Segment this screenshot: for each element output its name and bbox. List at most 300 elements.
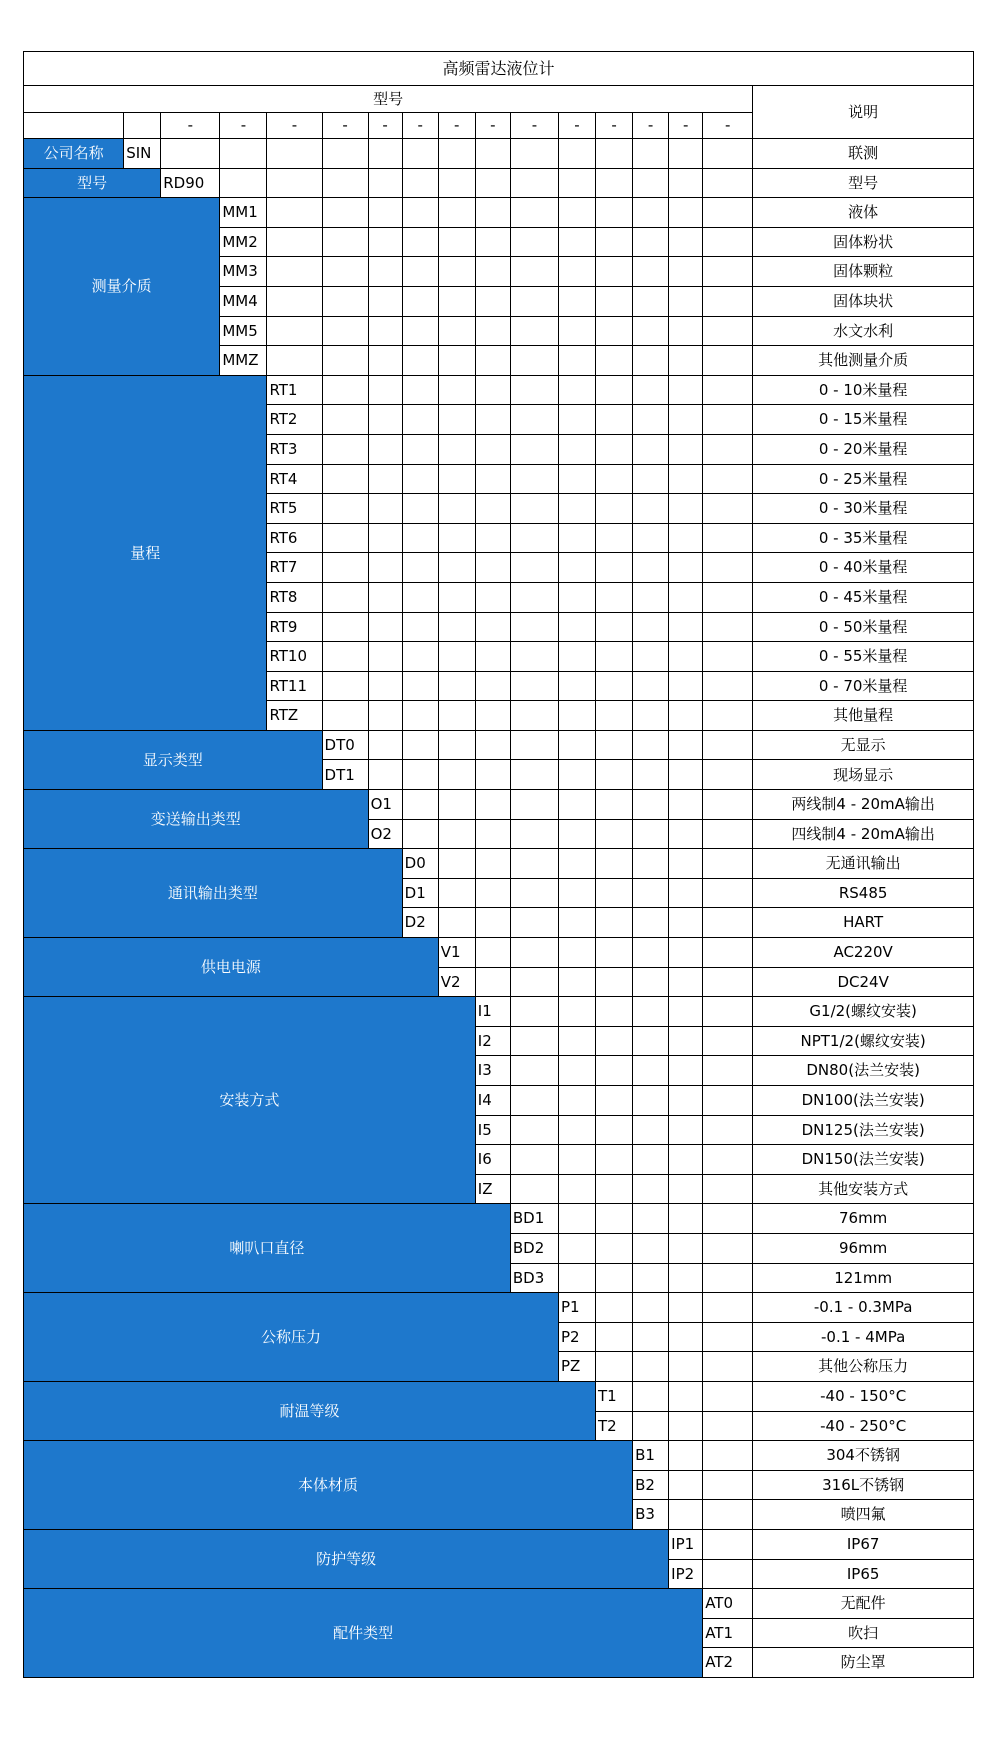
empty-cell [596, 1233, 633, 1263]
empty-cell [322, 582, 368, 612]
empty-cell [669, 1381, 703, 1411]
empty-cell [669, 1115, 703, 1145]
code-cell: RT3 [267, 434, 322, 464]
empty-cell [703, 316, 753, 346]
description-cell: HART [753, 908, 974, 938]
empty-cell [596, 1174, 633, 1204]
description-cell: 0 - 40米量程 [753, 553, 974, 583]
empty-cell [402, 257, 438, 287]
empty-cell [669, 346, 703, 376]
empty-cell [510, 1086, 558, 1116]
empty-cell [703, 198, 753, 228]
empty-cell [510, 730, 558, 760]
empty-cell [267, 168, 322, 198]
empty-cell [703, 819, 753, 849]
description-cell: 无配件 [753, 1589, 974, 1619]
empty-cell [510, 375, 558, 405]
empty-cell [596, 257, 633, 287]
description-cell: DN150(法兰安装) [753, 1145, 974, 1175]
code-cell: MM2 [220, 227, 267, 257]
model-selection-table [23, 51, 974, 1678]
empty-cell [669, 967, 703, 997]
empty-cell [368, 612, 402, 642]
empty-cell [438, 286, 475, 316]
empty-cell [475, 405, 510, 435]
empty-cell [633, 790, 669, 820]
empty-cell [368, 582, 402, 612]
empty-cell [596, 967, 633, 997]
empty-cell [633, 1352, 669, 1382]
empty-cell [322, 464, 368, 494]
empty-cell [633, 1411, 669, 1441]
code-cell: I4 [475, 1086, 510, 1116]
empty-cell [703, 1529, 753, 1559]
empty-cell [596, 1322, 633, 1352]
empty-cell [558, 701, 595, 731]
empty-cell [322, 405, 368, 435]
empty-cell [124, 113, 161, 139]
category-label: 显示类型 [24, 730, 323, 789]
empty-cell [703, 612, 753, 642]
empty-cell [267, 198, 322, 228]
dash-cell: - [322, 113, 368, 139]
empty-cell [633, 1381, 669, 1411]
code-cell: RT9 [267, 612, 322, 642]
empty-cell [402, 819, 438, 849]
empty-cell [368, 464, 402, 494]
description-cell: 0 - 50米量程 [753, 612, 974, 642]
code-cell: I3 [475, 1056, 510, 1086]
empty-cell [669, 198, 703, 228]
empty-cell [438, 316, 475, 346]
code-cell: RT10 [267, 642, 322, 672]
code-cell: V1 [438, 938, 475, 968]
empty-cell [633, 701, 669, 731]
empty-cell [596, 346, 633, 376]
empty-cell [669, 1322, 703, 1352]
code-cell: RT8 [267, 582, 322, 612]
description-cell: -40 - 150°C [753, 1381, 974, 1411]
model-header: 型号 [24, 86, 753, 113]
empty-cell [438, 346, 475, 376]
empty-cell [510, 701, 558, 731]
description-cell: 固体颗粒 [753, 257, 974, 287]
empty-cell [669, 168, 703, 198]
empty-cell [703, 286, 753, 316]
code-cell: RT4 [267, 464, 322, 494]
empty-cell [669, 1500, 703, 1530]
empty-cell [633, 257, 669, 287]
empty-cell [596, 1115, 633, 1145]
description-cell: 吹扫 [753, 1618, 974, 1648]
empty-cell [633, 316, 669, 346]
empty-cell [368, 701, 402, 731]
empty-cell [475, 316, 510, 346]
code-cell: RT11 [267, 671, 322, 701]
empty-cell [558, 494, 595, 524]
description-cell: 0 - 15米量程 [753, 405, 974, 435]
empty-cell [475, 642, 510, 672]
empty-cell [669, 849, 703, 879]
empty-cell [438, 464, 475, 494]
table-body [24, 139, 974, 1678]
empty-cell [669, 1204, 703, 1234]
empty-cell [669, 1441, 703, 1471]
description-cell: 0 - 55米量程 [753, 642, 974, 672]
empty-cell [703, 582, 753, 612]
empty-cell [475, 198, 510, 228]
code-cell: MM3 [220, 257, 267, 287]
category-label: 测量介质 [24, 198, 220, 376]
empty-cell [558, 405, 595, 435]
empty-cell [558, 553, 595, 583]
empty-cell [558, 198, 595, 228]
empty-cell [633, 1174, 669, 1204]
empty-cell [558, 1263, 595, 1293]
description-cell: 液体 [753, 198, 974, 228]
code-cell: B1 [633, 1441, 669, 1471]
empty-cell [596, 878, 633, 908]
empty-cell [669, 405, 703, 435]
description-cell: DN100(法兰安装) [753, 1086, 974, 1116]
empty-cell [669, 434, 703, 464]
empty-cell [510, 612, 558, 642]
description-cell: 304不锈钢 [753, 1441, 974, 1471]
empty-cell [558, 286, 595, 316]
empty-cell [633, 1026, 669, 1056]
empty-cell [368, 168, 402, 198]
empty-cell [402, 760, 438, 790]
empty-cell [510, 997, 558, 1027]
empty-cell [510, 642, 558, 672]
empty-cell [510, 257, 558, 287]
category-label: 安装方式 [24, 997, 476, 1204]
empty-cell [402, 730, 438, 760]
empty-cell [669, 1086, 703, 1116]
empty-cell [438, 701, 475, 731]
code-cell: I5 [475, 1115, 510, 1145]
empty-cell [703, 730, 753, 760]
empty-cell [633, 997, 669, 1027]
empty-cell [402, 671, 438, 701]
empty-cell [368, 760, 402, 790]
description-cell: 型号 [753, 168, 974, 198]
empty-cell [322, 257, 368, 287]
empty-cell [703, 1441, 753, 1471]
empty-cell [558, 642, 595, 672]
empty-cell [510, 849, 558, 879]
empty-cell [633, 1145, 669, 1175]
code-cell: RT1 [267, 375, 322, 405]
empty-cell [368, 434, 402, 464]
empty-cell [596, 1293, 633, 1323]
description-cell: 0 - 30米量程 [753, 494, 974, 524]
empty-cell [703, 938, 753, 968]
empty-cell [267, 346, 322, 376]
empty-cell [368, 671, 402, 701]
empty-cell [475, 671, 510, 701]
empty-cell [596, 523, 633, 553]
empty-cell [510, 938, 558, 968]
empty-cell [703, 967, 753, 997]
empty-cell [669, 1145, 703, 1175]
empty-cell [510, 967, 558, 997]
dash-cell: - [510, 113, 558, 139]
empty-cell [368, 257, 402, 287]
empty-cell [669, 1293, 703, 1323]
empty-cell [703, 523, 753, 553]
empty-cell [438, 730, 475, 760]
empty-cell [669, 582, 703, 612]
code-cell: MM4 [220, 286, 267, 316]
empty-cell [703, 434, 753, 464]
description-cell: 水文水利 [753, 316, 974, 346]
dash-cell: - [475, 113, 510, 139]
empty-cell [368, 405, 402, 435]
empty-cell [402, 227, 438, 257]
empty-cell [475, 878, 510, 908]
code-cell: RT5 [267, 494, 322, 524]
empty-cell [633, 434, 669, 464]
empty-cell [510, 494, 558, 524]
empty-cell [633, 139, 669, 169]
code-cell: DT0 [322, 730, 368, 760]
empty-cell [510, 198, 558, 228]
empty-cell [322, 553, 368, 583]
empty-cell [703, 1115, 753, 1145]
description-cell: 96mm [753, 1233, 974, 1263]
empty-cell [438, 227, 475, 257]
empty-cell [475, 375, 510, 405]
empty-cell [703, 139, 753, 169]
empty-cell [558, 1026, 595, 1056]
empty-cell [475, 346, 510, 376]
empty-cell [703, 1233, 753, 1263]
empty-cell [475, 701, 510, 731]
dash-cell: - [438, 113, 475, 139]
description-cell: 固体块状 [753, 286, 974, 316]
empty-cell [633, 168, 669, 198]
empty-cell [402, 790, 438, 820]
empty-cell [596, 819, 633, 849]
empty-cell [475, 494, 510, 524]
empty-cell [322, 198, 368, 228]
dash-cell: - [402, 113, 438, 139]
description-cell: 两线制4 - 20mA输出 [753, 790, 974, 820]
empty-cell [633, 346, 669, 376]
empty-cell [510, 1145, 558, 1175]
empty-cell [558, 730, 595, 760]
empty-cell [633, 819, 669, 849]
empty-cell [703, 1086, 753, 1116]
empty-cell [510, 286, 558, 316]
empty-cell [633, 878, 669, 908]
empty-cell [669, 1056, 703, 1086]
empty-cell [475, 849, 510, 879]
category-label: 通讯输出类型 [24, 849, 403, 938]
empty-cell [438, 139, 475, 169]
empty-cell [438, 434, 475, 464]
empty-cell [596, 1026, 633, 1056]
empty-cell [510, 582, 558, 612]
empty-cell [510, 908, 558, 938]
description-cell: 0 - 10米量程 [753, 375, 974, 405]
empty-cell [161, 139, 220, 169]
empty-cell [322, 286, 368, 316]
code-cell: AT0 [703, 1589, 753, 1619]
empty-cell [703, 227, 753, 257]
category-label: 配件类型 [24, 1589, 703, 1678]
empty-cell [669, 316, 703, 346]
empty-cell [402, 139, 438, 169]
empty-cell [402, 346, 438, 376]
empty-cell [669, 375, 703, 405]
empty-cell [669, 671, 703, 701]
empty-cell [703, 642, 753, 672]
category-label: 变送输出类型 [24, 790, 369, 849]
code-cell: IP2 [669, 1559, 703, 1589]
empty-cell [510, 1115, 558, 1145]
code-cell: IP1 [669, 1529, 703, 1559]
empty-cell [558, 257, 595, 287]
empty-cell [510, 760, 558, 790]
code-cell: AT1 [703, 1618, 753, 1648]
empty-cell [510, 1056, 558, 1086]
code-cell: I6 [475, 1145, 510, 1175]
empty-cell [267, 316, 322, 346]
empty-cell [558, 375, 595, 405]
empty-cell [475, 967, 510, 997]
empty-cell [475, 908, 510, 938]
empty-cell [669, 730, 703, 760]
description-cell: RS485 [753, 878, 974, 908]
empty-cell [558, 1174, 595, 1204]
empty-cell [402, 168, 438, 198]
empty-cell [322, 612, 368, 642]
description-cell: 0 - 70米量程 [753, 671, 974, 701]
empty-cell [669, 553, 703, 583]
description-cell: 防尘罩 [753, 1648, 974, 1678]
code-cell: RD90 [161, 168, 220, 198]
empty-cell [703, 1204, 753, 1234]
empty-cell [510, 316, 558, 346]
empty-cell [510, 819, 558, 849]
empty-cell [596, 139, 633, 169]
code-cell: I1 [475, 997, 510, 1027]
empty-cell [438, 494, 475, 524]
category-label: 量程 [24, 375, 267, 730]
description-cell: DN80(法兰安装) [753, 1056, 974, 1086]
empty-cell [558, 671, 595, 701]
empty-cell [322, 139, 368, 169]
description-cell: -0.1 - 4MPa [753, 1322, 974, 1352]
empty-cell [438, 523, 475, 553]
empty-cell [703, 1263, 753, 1293]
description-cell: -40 - 250°C [753, 1411, 974, 1441]
code-cell: D0 [402, 849, 438, 879]
table-title: 高频雷达液位计 [24, 52, 974, 86]
description-cell: 四线制4 - 20mA输出 [753, 819, 974, 849]
empty-cell [558, 316, 595, 346]
empty-cell [633, 523, 669, 553]
empty-cell [558, 227, 595, 257]
empty-cell [633, 1204, 669, 1234]
empty-cell [475, 434, 510, 464]
empty-cell [669, 1411, 703, 1441]
empty-cell [438, 198, 475, 228]
empty-cell [596, 1086, 633, 1116]
empty-cell [402, 316, 438, 346]
empty-cell [596, 1204, 633, 1234]
description-cell: G1/2(螺纹安装) [753, 997, 974, 1027]
empty-cell [368, 553, 402, 583]
empty-cell [703, 671, 753, 701]
empty-cell [402, 464, 438, 494]
empty-cell [402, 553, 438, 583]
empty-cell [703, 494, 753, 524]
empty-cell [596, 760, 633, 790]
empty-cell [438, 168, 475, 198]
category-label: 防护等级 [24, 1529, 669, 1588]
code-cell: O2 [368, 819, 402, 849]
description-cell: NPT1/2(螺纹安装) [753, 1026, 974, 1056]
code-cell: T2 [596, 1411, 633, 1441]
empty-cell [402, 375, 438, 405]
empty-cell [510, 1026, 558, 1056]
empty-cell [669, 1352, 703, 1382]
empty-cell [558, 523, 595, 553]
description-cell: 0 - 25米量程 [753, 464, 974, 494]
empty-cell [220, 168, 267, 198]
empty-cell [703, 168, 753, 198]
empty-cell [510, 790, 558, 820]
description-cell: 无通讯输出 [753, 849, 974, 879]
empty-cell [633, 1086, 669, 1116]
empty-cell [510, 168, 558, 198]
dash-cell: - [161, 113, 220, 139]
code-cell: MMZ [220, 346, 267, 376]
empty-cell [322, 346, 368, 376]
empty-cell [596, 671, 633, 701]
category-label: 公司名称 [24, 139, 124, 169]
description-cell: 其他测量介质 [753, 346, 974, 376]
empty-cell [669, 257, 703, 287]
empty-cell [558, 997, 595, 1027]
empty-cell [402, 701, 438, 731]
empty-cell [703, 1559, 753, 1589]
category-label: 耐温等级 [24, 1381, 596, 1440]
empty-cell [510, 346, 558, 376]
empty-cell [703, 790, 753, 820]
dash-cell: - [267, 113, 322, 139]
empty-cell [402, 582, 438, 612]
code-cell: RT2 [267, 405, 322, 435]
empty-cell [368, 139, 402, 169]
empty-cell [596, 582, 633, 612]
empty-cell [596, 612, 633, 642]
empty-cell [633, 849, 669, 879]
empty-cell [633, 730, 669, 760]
empty-cell [438, 257, 475, 287]
empty-cell [368, 494, 402, 524]
empty-cell [596, 286, 633, 316]
empty-cell [596, 464, 633, 494]
empty-cell [322, 671, 368, 701]
empty-cell [402, 612, 438, 642]
empty-cell [322, 375, 368, 405]
empty-cell [267, 257, 322, 287]
empty-cell [368, 286, 402, 316]
